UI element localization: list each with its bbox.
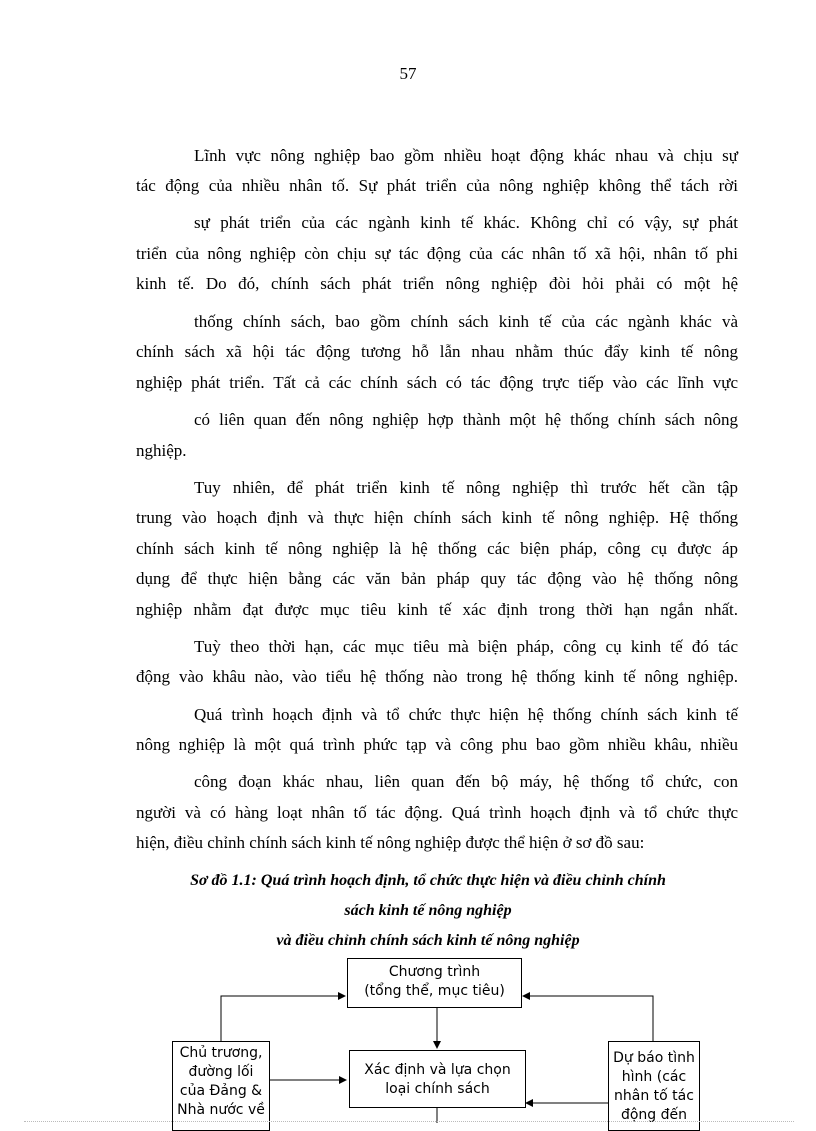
- box-party-line: đường lối: [188, 1064, 254, 1080]
- text-line: sự phát triển của các ngành kinh tế khác. Không chỉ có vậy, sự phát: [194, 213, 738, 232]
- box-party-line: Nhà nước về: [177, 1102, 265, 1118]
- text-line: kinh tế. Do đó, chính sách phát triển nông nghiệp đòi hỏi phải có một hệ: [136, 274, 738, 293]
- text-line: có liên quan đến nông nghiệp hợp thành một hệ thống chính sách nông: [194, 410, 738, 429]
- box-party-line: Chủ trương,: [179, 1045, 263, 1061]
- box-party-guidelines: [172, 1041, 270, 1131]
- text-line: người và có hàng loạt nhân tố tác động. Quá trình hoạch định và tổ chức thực: [136, 803, 738, 822]
- text-line: trung vào hoạch định và thực hiện chính sách kinh tế nông nghiệp. Hệ thống: [136, 508, 738, 527]
- box-select-line: loại chính sách: [385, 1081, 490, 1097]
- box-select-policy: [349, 1050, 526, 1108]
- box-program-line: (tổng thể, mục tiêu): [364, 983, 505, 999]
- text-line: nông nghiệp là một quá trình phức tạp và công phu bao gồm nhiều khâu, nhiều: [136, 735, 738, 754]
- arrow-party-to-program: [221, 996, 345, 1041]
- text-line: triển của nông nghiệp còn chịu sự tác động của các nhân tố xã hội, nhân tố phi: [136, 244, 738, 263]
- text-line: nghiệp phát triển. Tất cả các chính sách có tác động trực tiếp vào các lĩnh vực: [136, 373, 738, 392]
- box-program: [347, 958, 522, 1008]
- box-forecast-line: hình (các: [621, 1069, 687, 1085]
- page-bottom-divider: [24, 1121, 794, 1122]
- text-line: công đoạn khác nhau, liên quan đến bộ máy, hệ thống tổ chức, con: [194, 772, 738, 791]
- text-line: chính sách kinh tế nông nghiệp là hệ thống các biện pháp, công cụ được áp: [136, 539, 738, 558]
- text-line: động vào khâu nào, vào tiểu hệ thống nào trong hệ thống kinh tế nông nghiệp.: [136, 667, 738, 686]
- text-line: Tuy nhiên, để phát triển kinh tế nông nghiệp thì trước hết cần tập: [194, 478, 738, 497]
- diagram-caption-line: và điều chỉnh chính sách kinh tế nông nghiệp: [276, 932, 580, 949]
- text-line: chính sách xã hội tác động tương hỗ lẫn nhau nhằm thúc đẩy kinh tế nông: [136, 342, 738, 361]
- text-line: nghiệp nhằm đạt được mục tiêu kinh tế xác định trong thời hạn ngắn nhất.: [136, 600, 738, 619]
- text-line: Lĩnh vực nông nghiệp bao gồm nhiều hoạt động khác nhau và chịu sự: [194, 146, 738, 165]
- text-line: Quá trình hoạch định và tổ chức thực hiện hệ thống chính sách kinh tế: [194, 705, 738, 724]
- page-number: 57: [399, 64, 417, 83]
- arrow-forecast-to-program: [523, 996, 653, 1041]
- box-select-line: Xác định và lựa chọn: [364, 1062, 511, 1078]
- text-line: nghiệp.: [136, 441, 187, 460]
- text-line: dụng để thực hiện bằng các văn bản pháp quy tác động vào hệ thống nông: [136, 569, 738, 588]
- box-forecast-line: nhân tố tác: [614, 1088, 694, 1104]
- diagram-caption-line: sách kinh tế nông nghiệp: [344, 902, 512, 919]
- text-line: thống chính sách, bao gồm chính sách kinh tế của các ngành khác và: [194, 312, 738, 331]
- box-forecast-line: Dự báo tình: [613, 1050, 695, 1066]
- box-forecast-line: động đến: [620, 1107, 688, 1123]
- box-party-line: của Đảng &: [179, 1083, 263, 1099]
- box-forecast: [608, 1041, 700, 1131]
- diagram-caption-line: Sơ đồ 1.1: Quá trình hoạch định, tổ chức thực hiện và điều chỉnh chính: [190, 872, 666, 889]
- text-line: tác động của nhiều nhân tố. Sự phát triển của nông nghiệp không thể tách rời: [136, 176, 738, 195]
- box-program-line: Chương trình: [388, 964, 481, 980]
- text-line: Tuỳ theo thời hạn, các mục tiêu mà biện pháp, công cụ kinh tế đó tác: [194, 637, 738, 656]
- text-line: hiện, điều chỉnh chính sách kinh tế nông nghiệp được thể hiện ở sơ đồ sau:: [136, 833, 645, 852]
